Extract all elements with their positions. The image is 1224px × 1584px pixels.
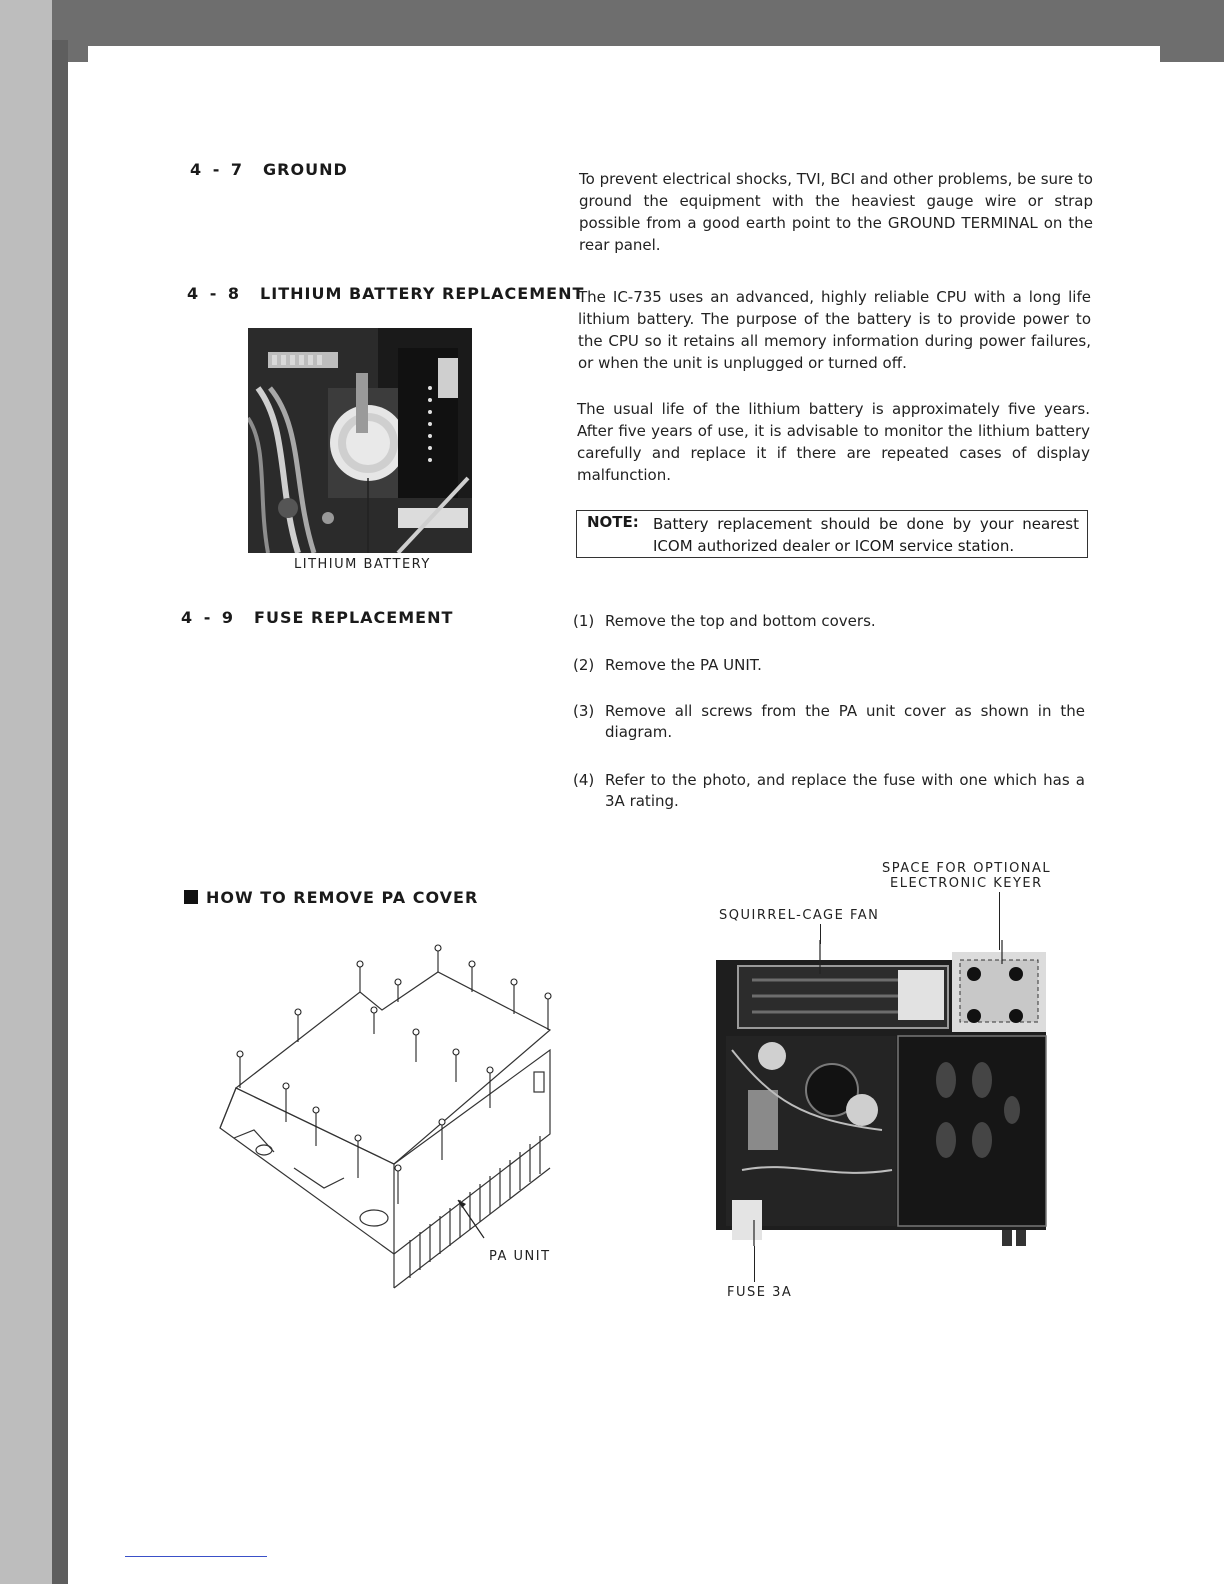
section-title: LITHIUM BATTERY REPLACEMENT — [260, 284, 585, 303]
keyer-leader-line — [999, 892, 1000, 950]
section-title: FUSE REPLACEMENT — [254, 608, 454, 627]
heading-ground — [190, 160, 348, 179]
battery-paragraph-1: The IC-735 uses an advanced, highly reliable CPU with a long life lithium battery. The purpose of the battery is to provide power to the CPU so it retains all memory information during power failures, or when the unit is unplugged or turned off. — [578, 288, 1091, 372]
pa-cover-title: HOW TO REMOVE PA COVER — [206, 888, 479, 907]
section-title: GROUND — [263, 160, 348, 179]
fan-label: SQUIRREL-CAGE FAN — [719, 908, 880, 923]
note-box — [576, 510, 1088, 558]
keyer-label-line1: SPACE FOR OPTIONAL — [882, 861, 1052, 876]
pa-cover-diagram — [214, 938, 564, 1298]
step-number: (1) — [573, 612, 595, 630]
pa-unit-label: PA UNIT — [489, 1249, 551, 1264]
heading-pa-cover — [184, 888, 478, 907]
step-text: Remove all screws from the PA unit cover as shown in the diagram. — [605, 702, 1085, 741]
keyer-label-line2: ELECTRONIC KEYER — [890, 876, 1043, 891]
fan-leader-line — [820, 924, 821, 944]
scan-left-edge — [0, 0, 52, 1584]
manual-page — [88, 46, 1160, 1584]
step-number: (2) — [573, 656, 595, 674]
note-text: Battery replacement should be done by your nearest ICOM authorized dealer or ICOM service station. — [653, 515, 1079, 555]
step-number: (4) — [573, 771, 595, 789]
fuse-leader-line — [754, 1246, 755, 1282]
step-number: (3) — [573, 702, 595, 720]
scan-left-shadow — [52, 40, 68, 1584]
fuse-label: FUSE 3A — [727, 1285, 793, 1300]
heading-battery — [187, 284, 584, 303]
step-text: Refer to the photo, and replace the fuse with one which has a 3A rating. — [605, 771, 1085, 810]
section-number: 4 - 8 — [187, 284, 243, 303]
ground-paragraph: To prevent electrical shocks, TVI, BCI and other problems, be sure to ground the equipment with the heaviest gauge wire or strap possible from a good earth point to the GROUND TERMINAL on the rear panel. — [579, 170, 1093, 254]
heading-fuse — [181, 608, 453, 627]
pa-unit-photo — [712, 940, 1052, 1246]
section-number: 4 - 9 — [181, 608, 237, 627]
section-number: 4 - 7 — [190, 160, 246, 179]
lithium-battery-caption: LITHIUM BATTERY — [294, 557, 431, 572]
lithium-battery-photo — [248, 328, 472, 553]
square-bullet-icon — [184, 890, 198, 904]
footer-rule — [125, 1556, 267, 1557]
battery-paragraph-2: The usual life of the lithium battery is approximately five years. After five years of use, it is advisable to monitor the lithium battery carefully and replace it if there are repeated cases of display malfunction. — [577, 400, 1090, 484]
step-text: Remove the PA UNIT. — [605, 656, 762, 674]
note-label: NOTE: — [587, 513, 639, 531]
step-text: Remove the top and bottom covers. — [605, 612, 876, 630]
